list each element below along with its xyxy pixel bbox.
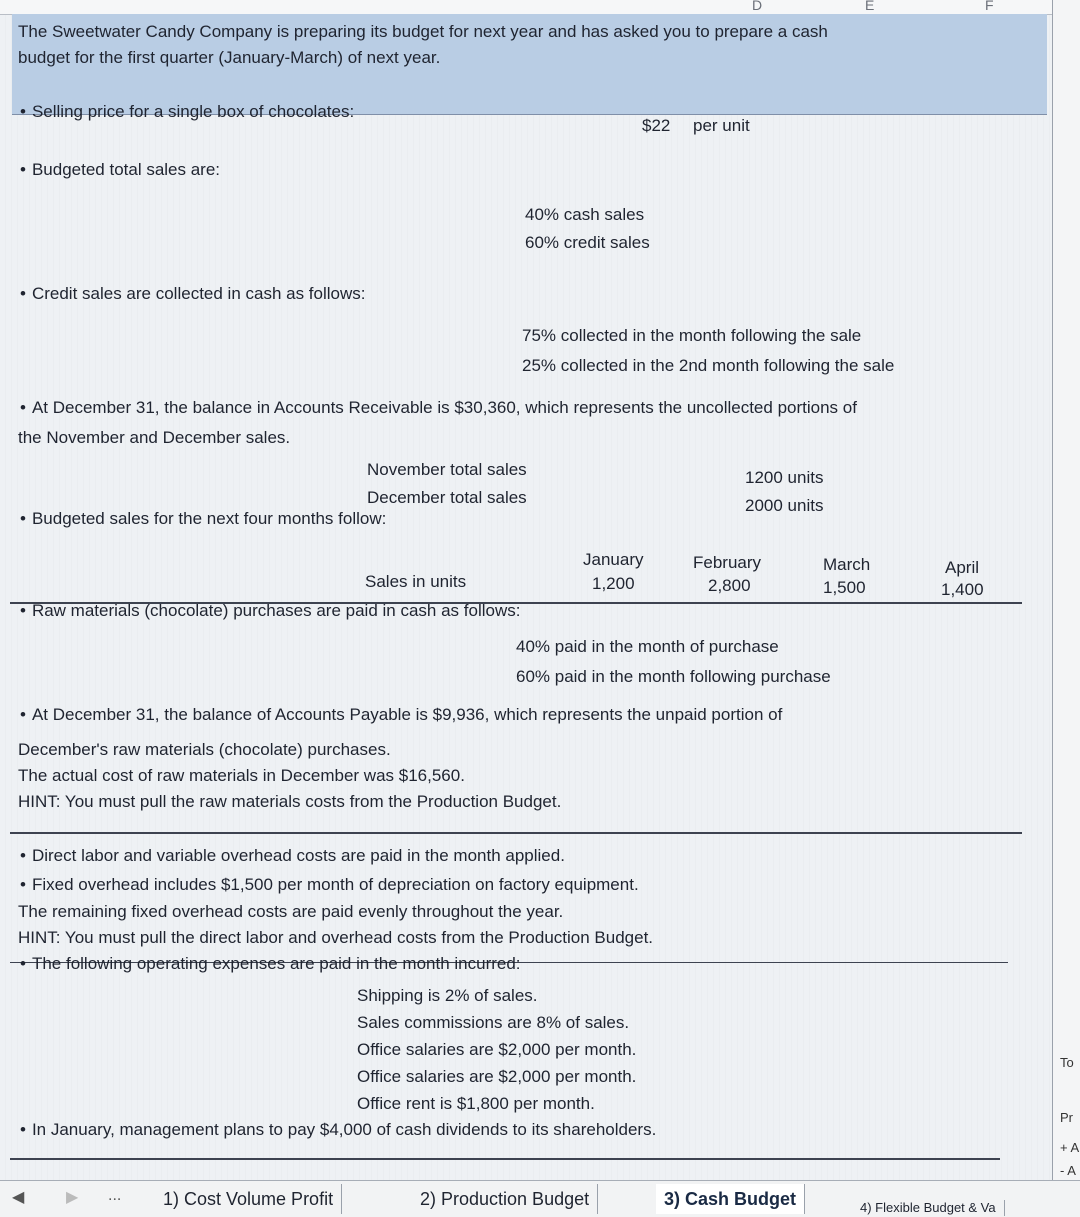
sales-label[interactable]: • Budgeted total sales are: [20,160,220,180]
adjacent-pane-text-1: To [1060,1055,1074,1070]
dl-line-3[interactable]: The remaining fixed overhead costs are paid evenly throughout the year. [18,902,564,921]
raw-label[interactable]: • Raw materials (chocolate) purchases are paid in cash as follows: [20,601,520,621]
section-divider-4 [10,1158,1000,1160]
price-unit[interactable]: per unit [693,116,750,135]
adjacent-pane-text-3: + A [1060,1140,1080,1155]
opex-rent[interactable]: Office rent is $1,800 per month. [357,1094,595,1113]
ar-line-1[interactable]: • At December 31, the balance in Accounts Receivable is $30,360, which represents the uncollected portions of [20,398,857,418]
tab-flexible-budget[interactable]: 4) Flexible Budget & Va [852,1200,1005,1216]
dec-label[interactable]: December total sales [367,488,527,507]
dl-line-1[interactable]: • Direct labor and variable overhead costs are paid in the month applied. [20,846,565,866]
tab-cost-volume-profit[interactable]: 1) Cost Volume Profit [155,1184,342,1214]
scroll-right-icon[interactable]: ▶ [66,1189,79,1206]
ap-line-1[interactable]: • At December 31, the balance of Accounts Payable is $9,936, which represents the unpaid portion of [20,705,782,725]
ap-line-3[interactable]: The actual cost of raw materials in December was $16,560. [18,766,465,785]
ap-line-2[interactable]: December's raw materials (chocolate) purchases. [18,740,391,759]
collect-label[interactable]: • Credit sales are collected in cash as follows: [20,284,366,304]
opex-salaries-2[interactable]: Office salaries are $2,000 per month. [357,1067,637,1086]
cash-sales[interactable]: 40% cash sales [525,205,645,224]
opex-label[interactable]: • The following operating expenses are paid in the month incurred: [20,954,521,974]
collect-rule-2[interactable]: 25% collected in the 2nd month following the sale [522,356,895,375]
units-march[interactable]: 1,500 [823,578,866,597]
month-april[interactable]: April [945,558,980,577]
price-label[interactable]: • Selling price for a single box of chocolates: [20,102,354,122]
opex-salaries-1[interactable]: Office salaries are $2,000 per month. [357,1040,637,1059]
nov-label[interactable]: November total sales [367,460,527,479]
opex-shipping[interactable]: Shipping is 2% of sales. [357,986,538,1005]
tab-cash-budget[interactable]: 3) Cash Budget [656,1184,805,1214]
more-tabs-icon[interactable]: ... [108,1187,122,1204]
units-february[interactable]: 2,800 [708,576,751,595]
opex-commissions[interactable]: Sales commissions are 8% of sales. [357,1013,630,1032]
column-letter-d[interactable]: D [752,0,763,13]
sales-units-label[interactable]: Sales in units [365,572,467,591]
raw-rule-2[interactable]: 60% paid in the month following purchase [516,667,831,686]
column-header-row [0,0,1080,15]
month-january[interactable]: January [583,550,644,569]
budget-label[interactable]: • Budgeted sales for the next four months follow: [20,509,386,529]
intro-line-2[interactable]: budget for the first quarter (January-March) of next year. [18,48,441,67]
dl-hint[interactable]: HINT: You must pull the direct labor and overhead costs from the Production Budget. [18,928,654,947]
month-march[interactable]: March [823,555,871,574]
adjacent-pane [1052,0,1080,1216]
collect-rule-1[interactable]: 75% collected in the month following the sale [522,326,862,345]
column-letter-f[interactable]: F [985,0,994,13]
adjacent-pane-text-4: - A [1060,1163,1076,1178]
section-divider-2 [10,832,1022,834]
price-value[interactable]: $22 [642,116,671,135]
credit-sales[interactable]: 60% credit sales [525,233,650,252]
month-february[interactable]: February [693,553,762,572]
ar-line-2[interactable]: the November and December sales. [18,428,291,447]
units-april[interactable]: 1,400 [941,580,984,599]
dec-value[interactable]: 2000 units [745,496,824,515]
dl-line-2[interactable]: • Fixed overhead includes $1,500 per month of depreciation on factory equipment. [20,875,639,895]
tab-production-budget[interactable]: 2) Production Budget [412,1184,598,1214]
ap-hint[interactable]: HINT: You must pull the raw materials costs from the Production Budget. [18,792,562,811]
intro-line-1[interactable]: The Sweetwater Candy Company is preparing its budget for next year and has asked you to prepare a cash [18,22,828,41]
units-january[interactable]: 1,200 [592,574,635,593]
adjacent-pane-text-2: Pr [1060,1110,1073,1125]
scroll-left-icon[interactable]: ◀ [12,1189,25,1206]
column-letter-e[interactable]: E [865,0,875,13]
nov-value[interactable]: 1200 units [745,468,824,487]
dividend-line[interactable]: • In January, management plans to pay $4,000 of cash dividends to its shareholders. [20,1120,656,1140]
raw-rule-1[interactable]: 40% paid in the month of purchase [516,637,779,656]
